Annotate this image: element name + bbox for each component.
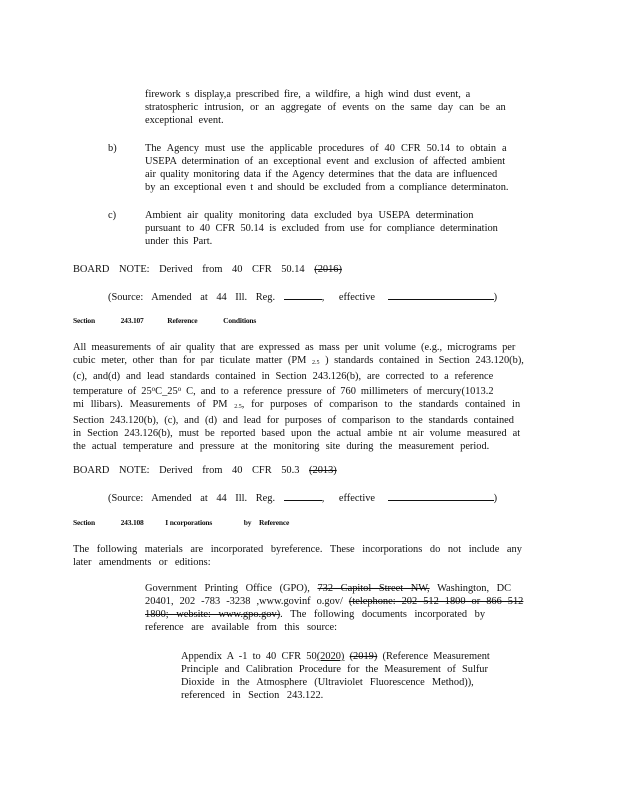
text-line: under this Part. bbox=[145, 236, 213, 247]
source-prefix: (Source: Amended at 44 Ill. Reg. bbox=[108, 493, 276, 504]
board-note-text: BOARD NOTE: Derived from 40 CFR 50.3 bbox=[73, 465, 300, 476]
section-title: I ncorporations bbox=[165, 518, 213, 527]
item-b-label: b) bbox=[108, 143, 117, 154]
item-b-text bbox=[145, 142, 530, 194]
text-line: referenced in Section 243.122. bbox=[181, 690, 324, 701]
board-note-text: BOARD NOTE: Derived from 40 CFR 50.14 bbox=[73, 264, 305, 275]
text-line: Appendix A -1 to 40 CFR 50(2020) (2019) (Reference Measurement bbox=[181, 651, 490, 662]
source-note-2: (Source: Amended at 44 Ill. Reg. , effective ) bbox=[108, 490, 497, 505]
text-line: temperature of 25$^o$C_25$^o$ C, and to a reference pressure of 760 millimeters of mercury(1013.2 bbox=[73, 385, 494, 397]
effective-date-blank bbox=[388, 490, 494, 501]
degree-sign: o bbox=[177, 385, 182, 393]
source-note-1: (Source: Amended at 44 Ill. Reg. , effective ) bbox=[108, 289, 497, 304]
incorporations-intro bbox=[73, 543, 533, 569]
source-close: ) bbox=[493, 493, 498, 504]
text-line: USEPA determination of an exceptional event and exclusion of affected ambient bbox=[145, 156, 506, 167]
text-line: 20401, 202 -783 -3238 ,www.govinf o.gov/ (telephone: 202 512 1800 or 866 512 bbox=[145, 596, 524, 607]
text-line: cubic meter, other than for par ticulate matter (PM $_{2.5}$ ) standards contained in Section 243.120(b), bbox=[73, 355, 524, 366]
section-number: 243.107 bbox=[120, 316, 144, 325]
source-close: ) bbox=[493, 292, 498, 303]
text-line: All measurements of air quality that are expressed as mass per unit volume (e.g., micrograms per bbox=[73, 342, 516, 353]
text-line: (c), and(d) and lead standards contained in Section 243.126(b), are corrected to a reference bbox=[73, 371, 494, 382]
text-line: exceptional event. bbox=[145, 115, 224, 126]
degree-sign: o bbox=[151, 385, 156, 393]
text-line: by an exceptional even t and should be excluded from a compliance determinaton. bbox=[145, 182, 509, 193]
text-line: Section 243.120(b), (c), and (d) and lead for purposes of comparison to the standards contained bbox=[73, 415, 514, 426]
appendix-reference-block bbox=[181, 650, 511, 702]
section-243-107-heading bbox=[73, 316, 256, 325]
effective-date-blank bbox=[388, 289, 494, 300]
text-line: Principle and Calibration Procedure for the Measurement of Sulfur bbox=[181, 664, 488, 675]
text-line: The following materials are incorporated byreference. These incorporations do not include any bbox=[73, 544, 522, 555]
text-line: the actual temperature and pressure at the monitoring site during the measurement period. bbox=[73, 441, 490, 452]
text-line: reference are available from this source: bbox=[145, 622, 338, 633]
reference-conditions-paragraph bbox=[73, 341, 543, 453]
board-note-2 bbox=[73, 464, 337, 477]
struck-year: (2016) bbox=[314, 264, 342, 275]
section-title: Conditions bbox=[223, 316, 257, 325]
text-line: in Section 243.126(b), must be reported based upon the actual ambie nt air volume measured at bbox=[73, 428, 521, 439]
text-line: The Agency must use the applicable procedures of 40 CFR 50.14 to obtain a bbox=[145, 143, 507, 154]
section-title: by bbox=[243, 518, 252, 527]
text-line: stratospheric intrusion, or an aggregate of events on the same day can be an bbox=[145, 102, 506, 113]
section-label: Section bbox=[73, 316, 95, 325]
text-line: Government Printing Office (GPO), 732 Capitol Street NW, Washington, DC bbox=[145, 583, 512, 594]
item-c-label: c) bbox=[108, 210, 117, 221]
section-243-108-heading bbox=[73, 518, 289, 527]
section-title: Reference bbox=[167, 316, 198, 325]
gpo-source-block bbox=[145, 582, 535, 634]
subscript: 2.5 bbox=[311, 360, 320, 366]
text-line: 1800; website: www.gpo.gov). The following documents incorporated by bbox=[145, 609, 486, 620]
source-effective: effective bbox=[338, 493, 376, 504]
source-effective: effective bbox=[338, 292, 376, 303]
text-line: Ambient air quality monitoring data excluded bya USEPA determination bbox=[145, 210, 474, 221]
text-line: pursuant to 40 CFR 50.14 is excluded from use for compliance determination bbox=[145, 223, 498, 234]
struck-year: (2019) bbox=[349, 651, 378, 662]
text-line: later amendments or editions: bbox=[73, 557, 211, 568]
source-prefix: (Source: Amended at 44 Ill. Reg. bbox=[108, 292, 276, 303]
struck-year: (2013) bbox=[309, 465, 337, 476]
register-volume-blank bbox=[284, 289, 322, 300]
board-note-1 bbox=[73, 263, 342, 276]
register-volume-blank bbox=[284, 490, 322, 501]
text-line: mi llibars). Measurements of PM $_{2.5}$, for purposes of comparison to the standards contained in bbox=[73, 399, 521, 410]
item-a-continuation bbox=[145, 88, 508, 127]
section-title: Reference bbox=[259, 518, 290, 527]
section-label: Section bbox=[73, 518, 95, 527]
text-line: air quality monitoring data if the Agency determines that the data are influenced bbox=[145, 169, 498, 180]
added-year: (2020) bbox=[316, 651, 345, 662]
subscript: 2.5 bbox=[234, 404, 242, 410]
text-line: Dioxide in the Atmosphere (Ultraviolet Fluorescence Method)), bbox=[181, 677, 474, 688]
item-c-text bbox=[145, 209, 515, 248]
text-line: firework s display,a prescribed fire, a wildfire, a high wind dust event, a bbox=[145, 89, 471, 100]
section-number: 243.108 bbox=[120, 518, 144, 527]
